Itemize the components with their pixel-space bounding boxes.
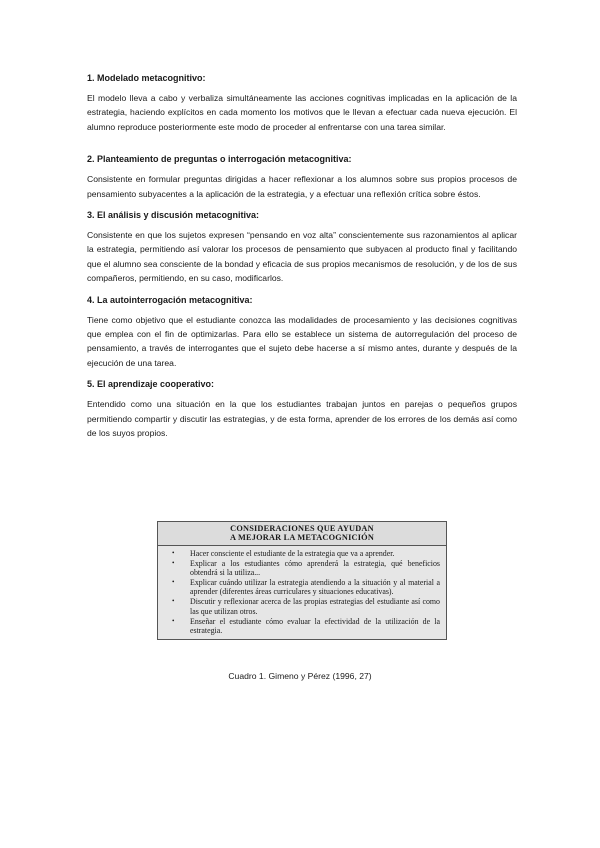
table-title (158, 522, 446, 546)
section-paragraph: Consistente en que los sujetos expresen “pensando en voz alta” conscientemente sus razonamientos al aplicar la estrategia, permitiendo así valorar los procesos de pensamiento que subyacen al producto final y facilitando que el alumno sea consciente de la bondad y eficacia de sus propios mecanismos de resolución, y de los de sus compañeros, permitiendo, en su caso, modificarlos. (87, 230, 517, 284)
section-heading: 5. El aprendizaje cooperativo: (87, 379, 215, 390)
section-autointerrogacion (87, 294, 517, 371)
section-paragraph: El modelo lleva a cabo y verbaliza simultáneamente las acciones cognitivas implicadas en la aplicación de la estrategia, haciendo explícitos en cada momento los motivos que le llevan a efectuar cada nueva ejecución. El alumno reproduce posteriormente este modo de proceder al enfrentarse con una tarea similar. (87, 93, 517, 132)
table-list (158, 546, 446, 639)
bullet-icon: • (172, 548, 175, 557)
table-title-line: CONSIDERACIONES QUE AYUDAN (230, 524, 374, 533)
table-title-line: A MEJORAR LA METACOGNICIÓN (229, 533, 375, 543)
list-item-text: Enseñar el estudiante cómo evaluar la efectividad de la utilización de la estrategia. (190, 616, 440, 636)
section-analisis (87, 209, 517, 286)
table-caption: Cuadro 1. Gimeno y Pérez (1996, 27) (228, 671, 372, 681)
list-item-text: Hacer consciente el estudiante de la estrategia que va a aprender. (190, 548, 395, 558)
list-item (158, 578, 440, 597)
list-item-text: Explicar cuándo utilizar la estrategia atendiendo a la situación y al material a aprender (diferentes áreas curriculares y situaciones educativas). (190, 578, 440, 597)
considerations-table (157, 521, 447, 640)
section-heading: 2. Planteamiento de preguntas o interrogación metacognitiva: (87, 154, 352, 165)
section-heading: 4. La autointerrogación metacognitiva: (87, 294, 253, 305)
list-item (158, 559, 440, 578)
bullet-icon: • (172, 597, 175, 606)
list-item (158, 549, 440, 558)
list-item (158, 617, 440, 636)
bullet-icon: • (172, 578, 175, 587)
bullet-icon: • (172, 558, 175, 567)
list-item-text: Discutir y reflexionar acerca de las propias estrategias del estudiante así como las que utilizan otros. (190, 597, 440, 616)
section-paragraph: Tiene como objetivo que el estudiante conozca las modalidades de procesamiento y las decisiones cognitivas que emplea con el fin de optimizarlas. Para ello se establece un sistema de autorregulación del proceso de pensamiento, a través de interrogantes que el sujeto debe hacerse a sí mismo antes, durante y después de la ejecución de una tarea. (87, 314, 517, 368)
section-cooperativo (87, 378, 517, 440)
list-item (158, 597, 440, 616)
bullet-icon: • (172, 616, 175, 625)
section-paragraph: Consistente en formular preguntas dirigidas a hacer reflexionar a los alumnos sobre sus propios procesos de pensamiento subyacentes a la aplicación de la estrategia, y a efectuar una reflexión crítica sobre éstos. (87, 174, 517, 199)
section-modelado (87, 72, 517, 134)
section-heading: 1. Modelado metacognitivo: (87, 73, 206, 83)
document-body (87, 72, 517, 451)
section-paragraph: Entendido como una situación en la que los estudiantes trabajan juntos en parejas o pequeños grupos permitiendo compartir y discutir las estrategias, y de esta forma, aprender de los errores de los demás así como de los suyos propios. (87, 399, 517, 439)
list-item-text: Explicar a los estudiantes cómo aprenderá la estrategia, qué beneficios obtendrá si la utiliza... (190, 558, 440, 578)
section-heading: 3. El análisis y discusión metacognitiva: (87, 210, 260, 221)
section-interrogacion (87, 153, 517, 201)
